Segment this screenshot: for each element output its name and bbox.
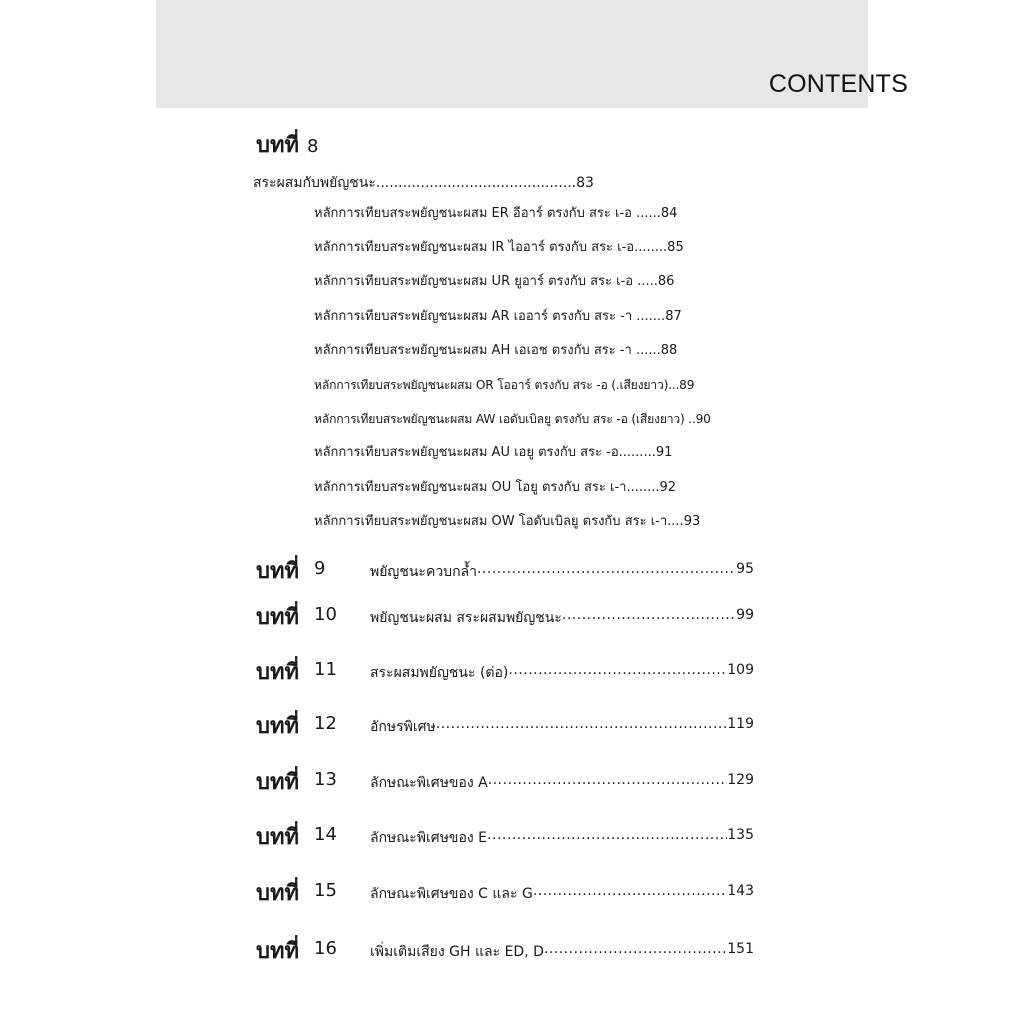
- chapter-label: บทที่: [256, 133, 299, 158]
- chapter-label: บทที่: [256, 714, 299, 739]
- chapter-title: อักษรพิเศษ: [370, 719, 436, 735]
- chapter-row: [256, 599, 776, 629]
- subsection-entry: หลักการเทียบสระพยัญชนะผสม OW โอดับเบิลยู ตรงกับ สระ เ-า....93: [314, 513, 701, 529]
- chapter-number: 9: [314, 558, 326, 579]
- page-number: 135: [727, 827, 754, 843]
- chapter-8-heading: [256, 127, 318, 162]
- chapter-entry: [370, 607, 754, 629]
- subsection-entry: หลักการเทียบสระพยัญชนะผสม OU โอยู ตรงกับ สระ เ-า........92: [314, 479, 677, 495]
- chapter-label: บทที่: [256, 660, 299, 685]
- page-number: 119: [727, 716, 754, 732]
- chapter-number: 12: [314, 713, 337, 734]
- chapter-title: สระผสมพยัญชนะ (ต่อ): [370, 665, 509, 681]
- section-title: สระผสมกับพยัญชนะ.............................................83: [253, 175, 594, 191]
- chapter-row: [256, 819, 776, 849]
- chapter-row: [256, 553, 776, 583]
- chapter-entry: [370, 772, 754, 794]
- chapter-row: [256, 764, 776, 794]
- chapter-row: [256, 654, 776, 684]
- page-number: 95: [736, 561, 754, 577]
- subsection-entry: หลักการเทียบสระพยัญชนะผสม AW เอดับเบิลยู ตรงกับ สระ -อ (เสียงยาว) ..90: [314, 412, 711, 427]
- subsection-entry: หลักการเทียบสระพยัญชนะผสม AH เอเอช ตรงกับ สระ -า ......88: [314, 342, 678, 358]
- leader-dots: [508, 662, 727, 684]
- page-number: 99: [736, 607, 754, 623]
- page-title: CONTENTS: [768, 70, 908, 98]
- chapter-number: 8: [306, 136, 319, 157]
- chapter-row: [256, 933, 776, 963]
- chapter-label: บทที่: [256, 559, 299, 584]
- chapter-entry: [370, 941, 754, 963]
- header-band: [156, 0, 868, 108]
- chapter-label: บทที่: [256, 939, 299, 964]
- chapter-number: 11: [314, 659, 337, 680]
- chapter-number: 16: [314, 938, 337, 959]
- chapter-title: พยัญชนะควบกล้ำ: [370, 564, 477, 580]
- chapter-entry: [370, 883, 754, 905]
- chapter-number: 13: [314, 769, 337, 790]
- chapter-label: บทที่: [256, 881, 299, 906]
- subsection-entry: หลักการเทียบสระพยัญชนะผสม OR โออาร์ ตรงกับ สระ -อ (.เสียงยาว)...89: [314, 377, 695, 392]
- chapter-number: 15: [314, 880, 337, 901]
- subsection-entry: หลักการเทียบสระพยัญชนะผสม IR ไออาร์ ตรงกับ สระ เ-อ........85: [314, 240, 684, 256]
- subsection-entry: หลักการเทียบสระพยัญชนะผสม UR ยูอาร์ ตรงกับ สระ เ-อ .....86: [314, 274, 675, 290]
- subsection-entry: หลักการเทียบสระพยัญชนะผสม ER อีอาร์ ตรงกับ สระ เ-อ ......84: [314, 206, 678, 221]
- leader-dots: [477, 561, 736, 583]
- chapter-title: พยัญชนะผสม สระผสมพยัญชนะ: [370, 610, 562, 626]
- subsection-entry: หลักการเทียบสระพยัญชนะผสม AR เออาร์ ตรงกับ สระ -า .......87: [314, 308, 682, 324]
- chapter-title: เพิ่มเติมเสียง GH และ ED, D: [370, 944, 544, 960]
- leader-dots: [544, 941, 727, 963]
- subsection-entry: หลักการเทียบสระพยัญชนะผสม AU เอยู ตรงกับ สระ -อ.........91: [314, 445, 673, 461]
- page-number: 151: [727, 941, 754, 957]
- chapter-entry: [370, 662, 754, 684]
- chapter-label: บทที่: [256, 825, 299, 850]
- chapter-number: 10: [314, 604, 337, 625]
- page-number: 143: [727, 883, 754, 899]
- chapter-title: ลักษณะพิเศษของ A: [370, 775, 488, 791]
- chapter-entry: [370, 716, 754, 738]
- chapter-row: [256, 875, 776, 905]
- leader-dots: [562, 607, 736, 629]
- page-number: 109: [727, 662, 754, 678]
- page-number: 129: [727, 772, 754, 788]
- chapter-title: ลักษณะพิเศษของ C และ G: [370, 886, 533, 902]
- chapter-label: บทที่: [256, 605, 299, 630]
- chapter-title: ลักษณะพิเศษของ E: [370, 830, 488, 846]
- chapter-entry: [370, 827, 754, 849]
- chapter-entry: [370, 561, 754, 583]
- leader-dots: [533, 883, 727, 905]
- chapter-label: บทที่: [256, 770, 299, 795]
- chapter-row: [256, 708, 776, 738]
- chapter-number: 14: [314, 824, 337, 845]
- leader-dots: [488, 772, 728, 794]
- subsection-list: [314, 203, 764, 545]
- leader-dots: [436, 716, 728, 738]
- leader-dots: [487, 827, 727, 849]
